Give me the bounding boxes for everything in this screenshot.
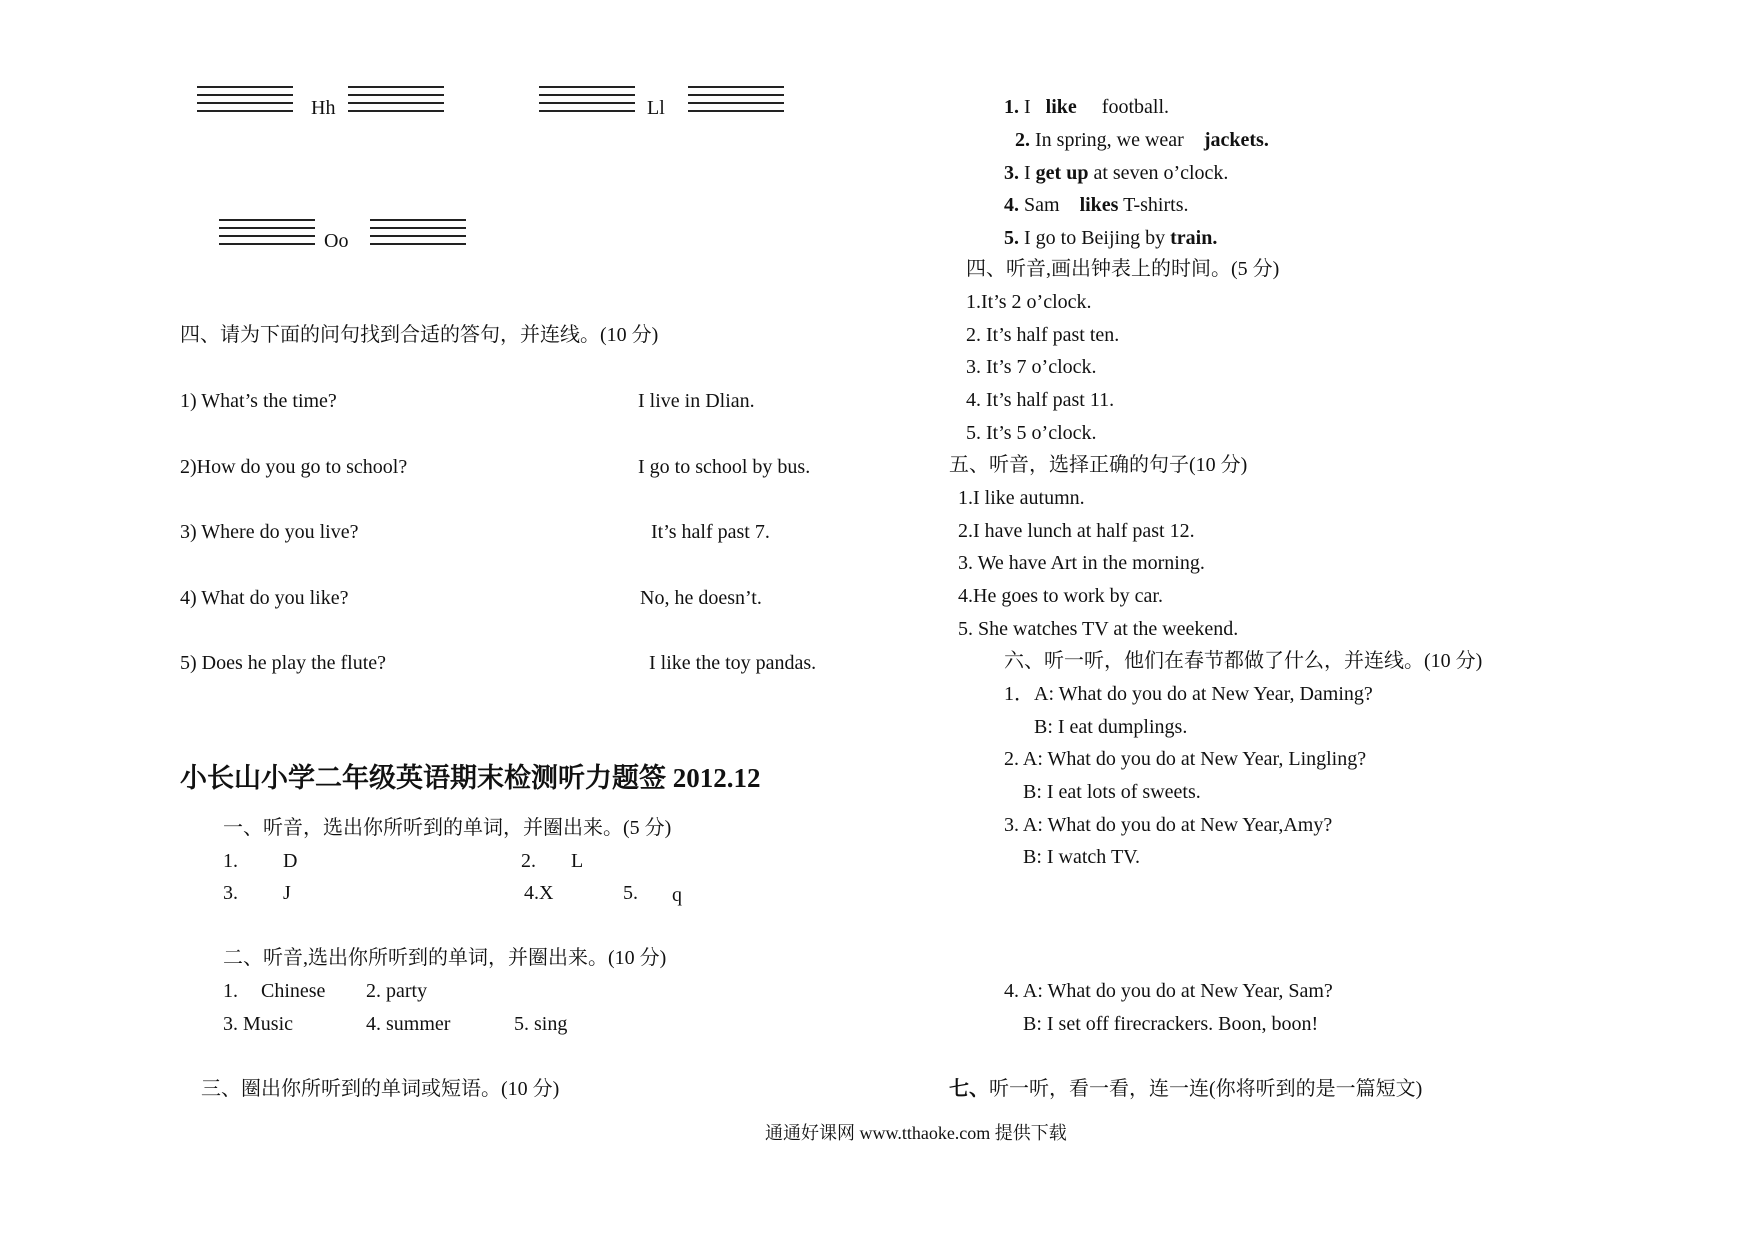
matching-heading: 四、请为下面的问句找到合适的答句，并连线。(10 分) xyxy=(180,324,659,346)
s2-item: 3. Music xyxy=(223,1013,293,1035)
dialog-answer: B: I watch TV. xyxy=(1023,846,1141,868)
dialog-question: 1．A: What do you do at New Year, Daming? xyxy=(1004,683,1373,705)
s2-item: 2. party xyxy=(366,980,428,1002)
s1-item-number: 2. xyxy=(521,850,536,872)
s1-item-letter: J xyxy=(283,882,291,904)
match-question: 1) What’s the time? xyxy=(180,390,337,412)
section-3-heading: 三、圈出你所听到的单词或短语。(10 分) xyxy=(201,1078,560,1100)
s1-item-number: 3. xyxy=(223,882,238,904)
match-question: 4) What do you like? xyxy=(180,587,349,609)
s3-item: 4. Sam likes T-shirts. xyxy=(1004,194,1189,216)
letter-label: Oo xyxy=(324,230,349,252)
section-6-heading: 六、听一听，他们在春节都做了什么，并连线。(10 分) xyxy=(1004,650,1483,672)
match-answer: It’s half past 7. xyxy=(651,521,770,543)
writing-lines xyxy=(348,86,444,118)
s4-item: 5. It’s 5 o’clock. xyxy=(966,422,1097,444)
letter-label: Ll xyxy=(647,97,665,119)
section-5-heading: 五、听音，选择正确的句子(10 分) xyxy=(949,454,1248,476)
dialog-answer: B: I eat lots of sweets. xyxy=(1023,781,1201,803)
section-2-heading: 二、听音,选出你所听到的单词，并圈出来。(10 分) xyxy=(223,947,667,969)
s2-item: Chinese xyxy=(261,980,326,1002)
dialog-answer: B: I set off firecrackers. Boon, boon! xyxy=(1023,1013,1319,1035)
s5-item: 4.He goes to work by car. xyxy=(958,585,1163,607)
s5-item: 2.I have lunch at half past 12. xyxy=(958,520,1195,542)
match-question: 2)How do you go to school? xyxy=(180,456,408,478)
dialog-question: 3. A: What do you do at New Year,Amy? xyxy=(1004,814,1333,836)
section-1-heading: 一、听音，选出你所听到的单词，并圈出来。(5 分) xyxy=(223,817,672,839)
match-question: 5) Does he play the flute? xyxy=(180,652,387,674)
s1-item-number: 5. xyxy=(623,882,638,904)
s5-item: 3. We have Art in the morning. xyxy=(958,552,1205,574)
match-answer: I live in Dlian. xyxy=(638,390,755,412)
match-answer: No, he doesn’t. xyxy=(640,587,762,609)
writing-lines xyxy=(539,86,635,118)
section-4-heading: 四、听音,画出钟表上的时间。(5 分) xyxy=(966,258,1280,280)
dialog-question: 4. A: What do you do at New Year, Sam? xyxy=(1004,980,1333,1002)
section-7-heading: 七、听一听，看一看，连一连(你将听到的是一篇短文) xyxy=(949,1078,1423,1100)
s5-item: 1.I like autumn. xyxy=(958,487,1085,509)
s3-item: 5. I go to Beijing by train. xyxy=(1004,227,1218,249)
s1-item-letter: L xyxy=(571,850,584,872)
match-question: 3) Where do you live? xyxy=(180,521,359,543)
writing-lines xyxy=(197,86,293,118)
page-title: 小长山小学二年级英语期末检测听力题签 2012.12 xyxy=(180,763,761,793)
writing-lines xyxy=(219,219,315,251)
s4-item: 2. It’s half past ten. xyxy=(966,324,1120,346)
letter-label: Hh xyxy=(311,97,336,119)
dialog-answer: B: I eat dumplings. xyxy=(1034,716,1188,738)
s1-item-letter: D xyxy=(283,850,298,872)
footer-credit: 通通好课网 www.tthaoke.com 提供下载 xyxy=(765,1123,1067,1143)
s1-item-letter: q xyxy=(672,884,682,906)
s3-item: 2. In spring, we wear jackets. xyxy=(1015,129,1269,151)
match-answer: I go to school by bus. xyxy=(638,456,811,478)
writing-lines xyxy=(688,86,784,118)
s4-item: 4. It’s half past 11. xyxy=(966,389,1115,411)
s3-item: 3. I get up at seven o’clock. xyxy=(1004,162,1229,184)
dialog-question: 2. A: What do you do at New Year, Lingling? xyxy=(1004,748,1367,770)
s2-item: 4. summer xyxy=(366,1013,451,1035)
match-answer: I like the toy pandas. xyxy=(649,652,817,674)
s4-item: 1.It’s 2 o’clock. xyxy=(966,291,1092,313)
s5-item: 5. She watches TV at the weekend. xyxy=(958,618,1239,640)
s4-item: 3. It’s 7 o’clock. xyxy=(966,356,1097,378)
s1-item-number: 4.X xyxy=(524,882,554,904)
writing-lines xyxy=(370,219,466,251)
s2-item: 1. xyxy=(223,980,238,1002)
s2-item: 5. sing xyxy=(514,1013,568,1035)
s3-item: 1. I like football. xyxy=(1004,96,1170,118)
s1-item-number: 1. xyxy=(223,850,238,872)
